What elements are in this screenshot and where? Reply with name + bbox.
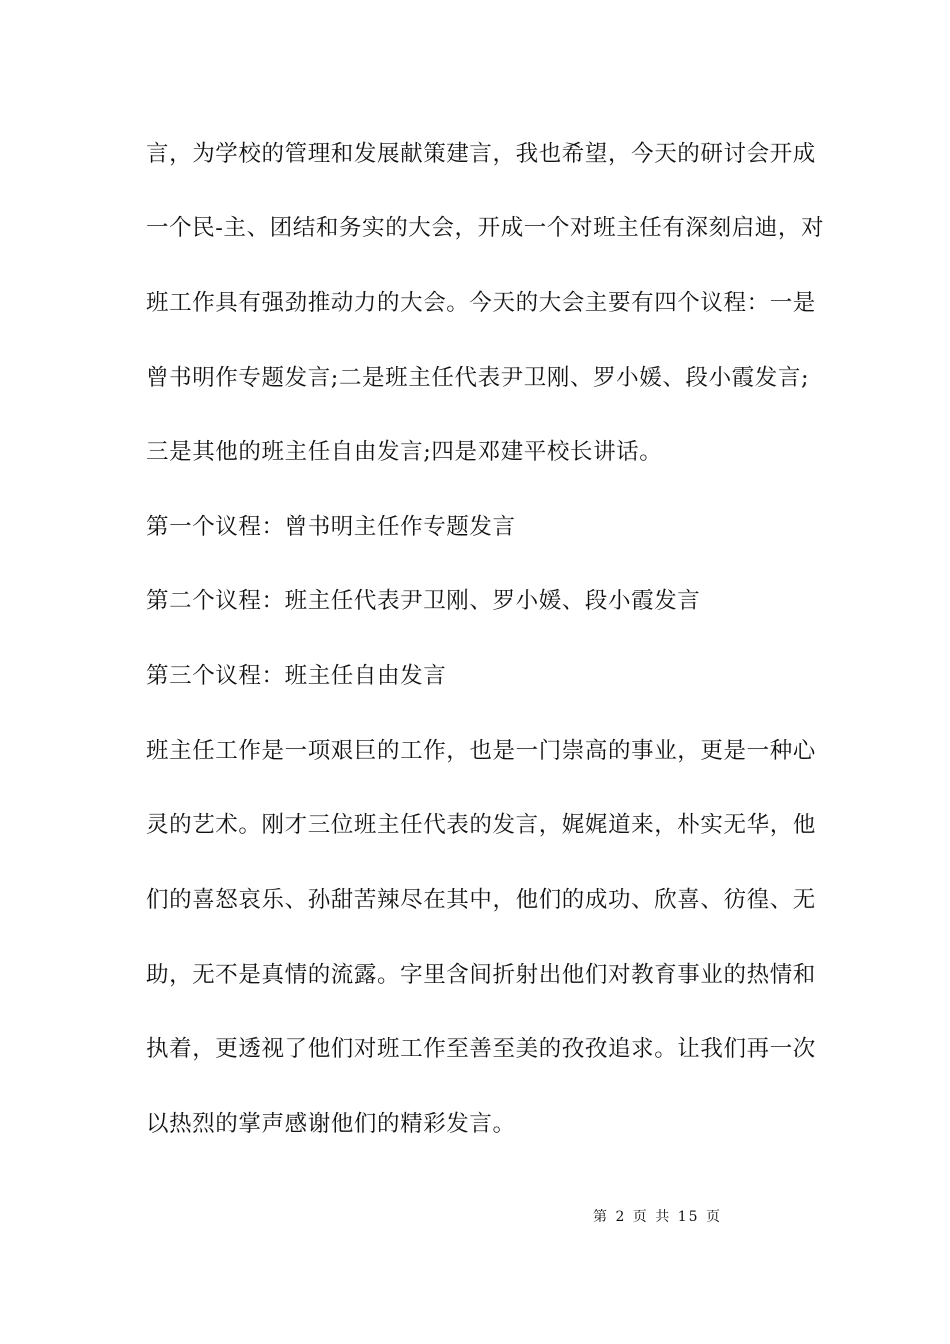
body-line: 三是其他的班主任自由发言;四是邓建平校长讲话。 (146, 439, 663, 465)
page-number-label: 第 2 页 共 15 页 (593, 1209, 722, 1225)
body-line: 一个民-主、团结和务实的大会，开成一个对班主任有深刻启迪，对 (146, 215, 825, 241)
body-line: 灵的艺术。刚才三位班主任代表的发言，娓娓道来，朴实无华，他 (146, 812, 816, 838)
body-line: 班主任工作是一项艰巨的工作，也是一门崇高的事业，更是一种心 (146, 738, 816, 764)
body-line: 言，为学校的管理和发展献策建言，我也希望，今天的研讨会开成 (146, 141, 816, 167)
agenda-item: 第一个议程：曾书明主任作专题发言 (146, 514, 516, 540)
body-line: 执着，更透视了他们对班工作至善至美的孜孜追求。让我们再一次 (146, 1036, 816, 1062)
body-line: 曾书明作专题发言;二是班主任代表尹卫刚、罗小媛、段小霞发言; (146, 365, 810, 391)
body-line: 班工作具有强劲推动力的大会。今天的大会主要有四个议程：一是 (146, 290, 816, 316)
body-line: 们的喜怒哀乐、孙甜苦辣尽在其中，他们的成功、欣喜、彷徨、无 (146, 887, 816, 913)
agenda-item: 第三个议程：班主任自由发言 (146, 663, 447, 689)
agenda-item: 第二个议程：班主任代表尹卫刚、罗小媛、段小霞发言 (146, 588, 701, 614)
body-line: 助，无不是真情的流露。字里含间折射出他们对教育事业的热情和 (146, 962, 816, 988)
body-line: 以热烈的掌声感谢他们的精彩发言。 (146, 1111, 516, 1137)
